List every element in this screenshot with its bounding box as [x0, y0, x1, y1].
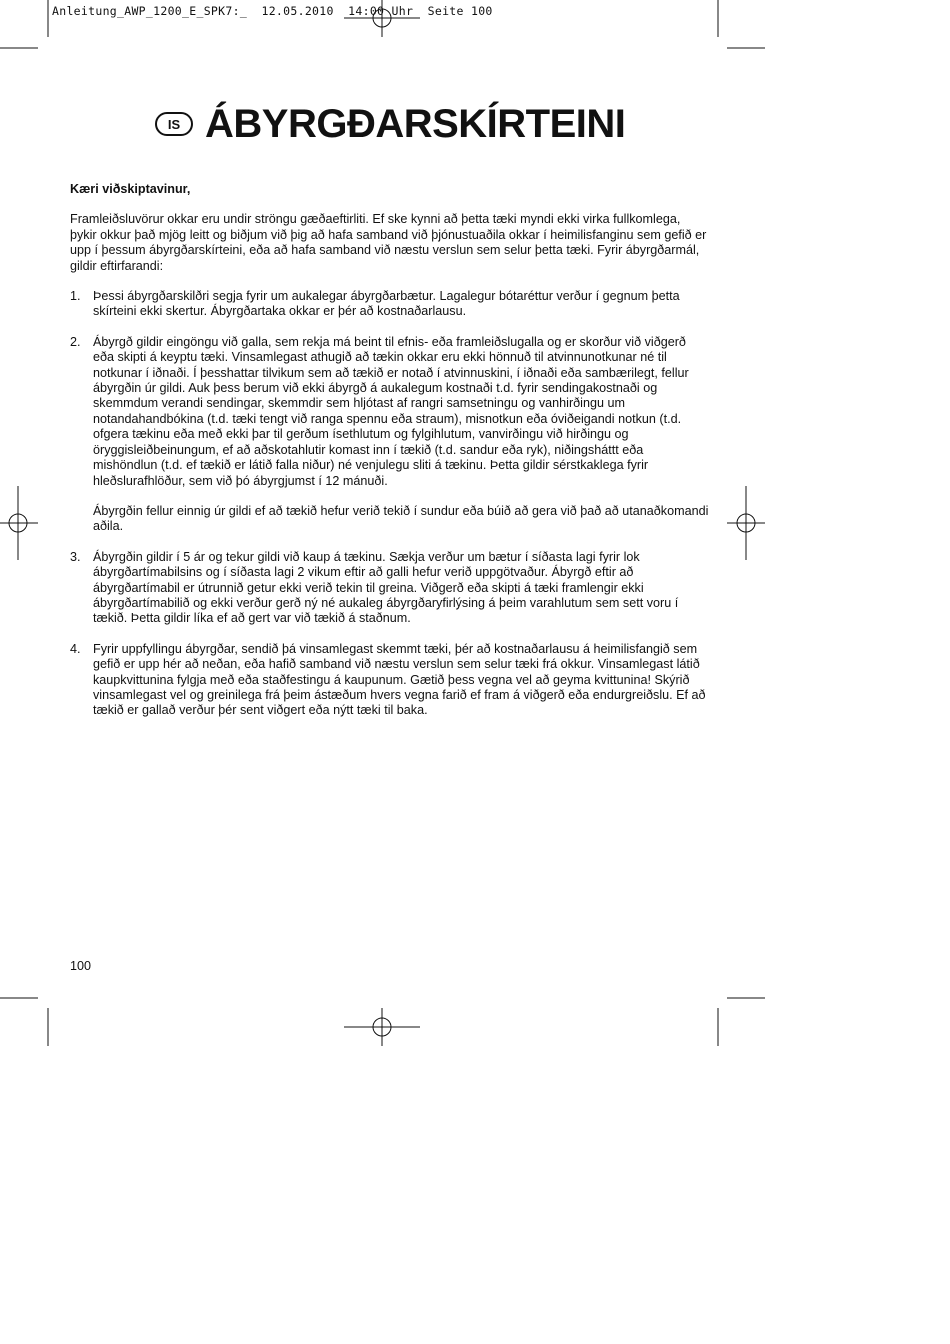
clause-paragraph: Ábyrgðin fellur einnig úr gildi ef að tækið hefur verið tekið í sundur eða búið að gera við það að utanaðkomandi aðila.: [93, 503, 709, 534]
clause-number: 2.: [70, 334, 81, 349]
clause-body: [93, 642, 710, 719]
clause-1: [70, 289, 710, 320]
clause-number: 4.: [70, 641, 81, 656]
clause-paragraph: Fyrir uppfyllingu ábyrgðar, sendið þá vinsamlegast skemmt tæki, þér að kostnaðarlausu á heimilisfangið sem gefið er upp hér að neðan, eða hafið samband við næstu verslun sem selur tæki frá okkur. Vinsamlegast látið kaupkvittunina fylgja með eða staðfestingu á kaupunum. Gætið þess vegna vel að geyma kvittunina! Skýrið vinsamlegast vel og greinilega frá þeim ástæðum hvers vegna farið ef fram á viðgerð eða endurgreiðslu. Ef að tækið er gallað verður þér sent viðgert eða nýtt tæki til baka.: [93, 641, 706, 718]
clause-paragraph: Ábyrgðin gildir í 5 ár og tekur gildi við kaup á tækinu. Sækja verður um bætur í síðasta lagi fyrir lok ábyrgðartímabilsins og í síðasta lagi 2 vikum eftir að galli hefur verið uppgötvaður. Ábyrgð eftir að ábyrgðartímabil er útrunnið getur ekki verið tekin til greina. Viðgerð eða skipti á tæki framlengir ekki ábyrgðartímabilið og ekki verður gerð ný né aukaleg ábyrgðaryfirlýsing á þeim varahlutum sem sett voru í tækið. Þetta gildir líka ef að gert var við tækið á staðnum.: [93, 549, 679, 626]
language-badge: IS: [155, 112, 193, 136]
title-row: [155, 96, 625, 152]
clause-number: 1.: [70, 289, 81, 304]
warranty-clauses: [70, 289, 710, 719]
intro-paragraph: Framleiðsluvörur okkar eru undir ströngu gæðaeftirliti. Ef ske kynni að þetta tæki myndi ekki virka fullkomlega, þykir okkur það mjög leitt og biðjum við þig að hafa samband við þjónustuaðila okkar í heimilisfanginu sem gefið er upp í þessum ábyrgðarskírteini, eða að hafa samband við næstu verslun sem selur þetta tæki. Fyrir ábyrgðarmál, gildir eftirfarandi:: [70, 212, 707, 273]
clause-paragraph: Ábyrgð gildir eingöngu við galla, sem rekja má beint til efnis- eða framleiðslugalla og er skorður við viðgerð eða skipti á keyptu tæki. Vinsamlegast athugið að tækin okkar eru ekki hönnuð til atvinnunotkunar né til notkunar í iðnaði. Í þesshattar tilvikum sem að tækið er notað í atvinnuskini, í iðnaði eða sambærilegt, fellur ábyrgðin úr gildi. Auk þess berum við ekki ábyrgð á aukalegum kostnaði t.d. fyrir sendingakostnaði og skemmdum verandi sendingar, skemmdir sem hljótast af rangri samsetningu og vanhirðingu um notandahandbókina (t.d. tæki tengt við ranga spennu eða straum), misnotkun eða óviðeigandi notkun (t.d. ofgera tækinu eða með ekki þar til gerðum ísethlutum og fylgihlutum, vanvirðingu við hirðingu og öryggisleiðbeinungum, ef að aðskotahlutir komast inn í tækið (t.d. sandur eða ryk), niðingsháttt eða mishöndlun (t.d. ef tækið er látið falla niður) né venjulegu sliti á tækinu. Þetta gildir sérstkaklega fyrir hleðslurafhlöður, sem við þó ábyrgjumst í 12 mánuði.: [93, 334, 689, 488]
clause-body: [93, 289, 710, 320]
clause-paragraph: Þessi ábyrgðarskilðri segja fyrir um aukalegar ábyrgðarbætur. Lagalegur bótaréttur verður í gegnum þetta skírteini ekki skertur. Ábyrgðartaka okkar er þér að kostnaðarlausu.: [93, 289, 680, 319]
clause-4: [70, 642, 710, 719]
warranty-content: [70, 182, 710, 734]
clause-2: [70, 335, 710, 535]
clause-3: [70, 550, 710, 627]
clause-body: [93, 550, 710, 627]
clause-body: [93, 335, 710, 535]
page-number: 100: [70, 959, 92, 973]
clause-number: 3.: [70, 549, 81, 564]
salutation: Kæri viðskiptavinur,: [70, 182, 191, 196]
print-slug: Anleitung_AWP_1200_E_SPK7:_ 12.05.2010 14:00 Uhr Seite 100: [52, 4, 493, 18]
page-title: ÁBYRGÐARSKÍRTEINI: [205, 101, 626, 146]
